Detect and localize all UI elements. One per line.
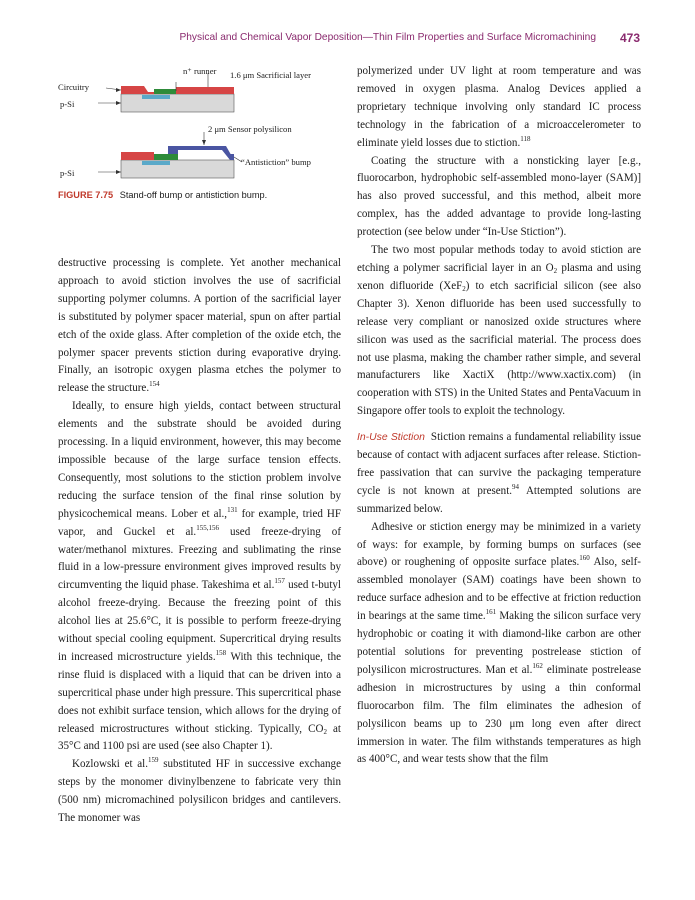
citation: 159 xyxy=(148,756,159,765)
citation: 161 xyxy=(485,608,497,617)
text-run: used t-butyl alcohol freeze-drying. Because the freezing point of this alcohol lies at 25.6°C, it is possible to perform freeze-drying without special cooling equipment. Supercritical drying results in increased microstructure yields. xyxy=(58,579,341,663)
text-run: With this technique, the rinse fluid is displaced with a liquid that can be driven into a supercritical phase under high pressure. This supercritical phase does not exhibit surface tension, which allows for the drying of released microstructures without sticking. Typically, CO xyxy=(58,650,341,735)
top-sacrificial-layer xyxy=(154,89,176,94)
citation: 94 xyxy=(512,482,520,491)
circuitry-arrow xyxy=(116,88,121,92)
citation: 118 xyxy=(520,134,531,143)
subscript: 2 xyxy=(323,727,327,736)
label-antistiction: “Antistiction” bump xyxy=(241,157,311,167)
text-run: Also, self-assembled monolayer (SAM) coatings have been shown to reduce surface adhesion and to be effective at friction reduction in bearings at the same time. xyxy=(357,556,641,623)
page-number: 473 xyxy=(619,31,640,45)
paragraph xyxy=(357,429,641,519)
label-psi-bottom: p-Si xyxy=(60,168,75,178)
text-run: Adhesive or stiction energy may be minimized in a variety of ways: for example, by forming bumps on surfaces (see above) or roughening of opposite surface plates. xyxy=(357,520,641,569)
text-run: Making the silicon surface very hydrophobic or coating it with diamond-like carbon are other potential solutions for preventing postrelease stiction of polysilicon microstructures. Man et al. xyxy=(357,610,641,676)
top-substrate xyxy=(121,94,234,112)
citation: 154 xyxy=(149,380,160,389)
paragraph xyxy=(357,63,641,153)
n-runner xyxy=(142,95,170,99)
antistiction-bump-shape xyxy=(230,154,234,160)
figure-number: FIGURE 7.75 xyxy=(58,190,114,200)
subscript: 2 xyxy=(462,284,466,293)
text-run: ) to etch sacrificial silicon (see also Chapter 3). Xenon difluoride has been used successfully to release very compliant or nanosized oxide structures where silicon was used as the sacrificial material. The process does not use plasma, making the chamber rather simple, and several manufacturers like XactiX (http://www.xactix.com) (in cooperation with STS) in the United States and PentaVacuum in Singapore offer tools to exploit the technology. xyxy=(357,279,641,418)
text-run: Stiction remains a fundamental reliability issue because of contact with adjacent surfaces after release. Stiction-free passivation that can survive the packaging temperature cycle is not known at present. xyxy=(357,431,641,497)
subscript: 2 xyxy=(553,266,558,275)
citation: 158 xyxy=(215,648,227,657)
label-sacrificial: 1.6 μm Sacrificial layer xyxy=(230,70,311,80)
text-run: used freeze-drying of water/methanol mixtures. Freezing and sublimating the rinse fluid in a low-pressure environment gives improved results by circumventing the liquid phase. Takeshima et al. xyxy=(58,525,341,592)
label-psi-top: p-Si xyxy=(60,99,75,109)
figure-caption-text: Stand-off bump or antistiction bump. xyxy=(119,190,268,200)
text-run: substituted HF in successive exchange steps by the monomer divinylbenzene to fabricate very thin (500 nm) micromachined polysilicon bridges and cantilevers. The monomer was xyxy=(58,758,341,825)
paragraph xyxy=(58,398,341,756)
bottom-anchor xyxy=(154,154,178,160)
figure-caption xyxy=(58,190,348,200)
citation: 155,156 xyxy=(196,523,219,532)
bottom-n-runner xyxy=(142,161,170,165)
text-run: Kozlowski et al. xyxy=(72,758,148,771)
running-title: Physical and Chemical Vapor Deposition—Thin Film Properties and Surface Micromachining xyxy=(179,32,596,43)
citation: 157 xyxy=(274,577,285,586)
text-run: Attempted solutions are summarized below. xyxy=(357,484,641,515)
section-heading: In-Use Stiction xyxy=(357,432,425,444)
bottom-circuitry xyxy=(121,152,154,160)
paragraph xyxy=(357,242,641,421)
running-header xyxy=(180,32,640,48)
citation: 131 xyxy=(227,505,238,514)
psi-bottom-arrow xyxy=(116,170,121,174)
text-run: for example, tried HF vapor, and Guckel et al. xyxy=(58,507,341,538)
psi-top-arrow xyxy=(116,101,121,105)
text-run: polymerized under UV light at room temperature and was removed in oxygen plasma. Analog Devices applied a proprietary technique involving only standard IC process technology in the fabrication of a microaccelerometer to eliminate yield losses due to stiction. xyxy=(357,65,641,149)
paragraph xyxy=(58,255,341,398)
figure-7-75 xyxy=(58,60,348,210)
left-column xyxy=(58,255,341,828)
text-run: destructive processing is complete. Yet another mechanical approach to avoid stiction involves the use of sacrificial supporting polymer columns. A portion of the sacrificial layer is substituted by polymer spacer material, spun on after partial etch of the oxide glass. After completion of the oxide etch, the polymer spacer prevents stiction during evaporative drying. Finally, an isotropic oxygen plasma etches the polymer to release the structure. xyxy=(58,257,341,395)
text-run: at 35°C and 1100 psi are used (see also Chapter 1). xyxy=(58,722,341,753)
text-run: Ideally, to ensure high yields, contact between structural elements and the substrate should be avoided during processing. In a liquid environment, however, this may become impossible because of the large surface tension effects. Consequently, most solutions to the stiction problem involve reducing the surface tension of the final rinse solution by physicochemical means. Lober et al., xyxy=(58,400,341,520)
sensor-arrow xyxy=(202,140,206,145)
citation: 160 xyxy=(579,554,590,563)
right-column xyxy=(357,63,641,769)
label-n-runner: n⁺ runner xyxy=(183,66,217,76)
citation: 162 xyxy=(532,661,543,670)
label-circuitry: Circuitry xyxy=(58,82,90,92)
top-circuitry-right xyxy=(176,87,234,94)
text-run: eliminate postrelease adhesion in microstructures by using a thin conformal fluorocarbon film. The film eliminates the adhesion of polysilicon beams up to 230 μm long even after direct immersion in water. The film withstands temperatures as high as 400°C, and wear tests show that the film xyxy=(357,663,641,766)
label-sensor: 2 μm Sensor polysilicon xyxy=(208,124,292,134)
paragraph: Coating the structure with a nonsticking layer [e.g., fluorocarbon, hydrophobic self-assembled mono-layer (SAM)] has also proved successful, and this method, albeit more complex, has the added advantage to provide long-lasting protection (see below under “In-Use Stiction”). xyxy=(357,154,641,239)
paragraph xyxy=(357,519,641,770)
circuitry-block xyxy=(121,86,154,94)
text-run: plasma and using xenon difluoride (XeF xyxy=(357,261,641,292)
paragraph xyxy=(58,756,341,828)
text-run: The two most popular methods today to avoid stiction are etching a polymer sacrificial layer in an O xyxy=(357,244,641,274)
stiction-bump-diagram xyxy=(58,60,348,190)
bottom-substrate xyxy=(121,160,234,178)
